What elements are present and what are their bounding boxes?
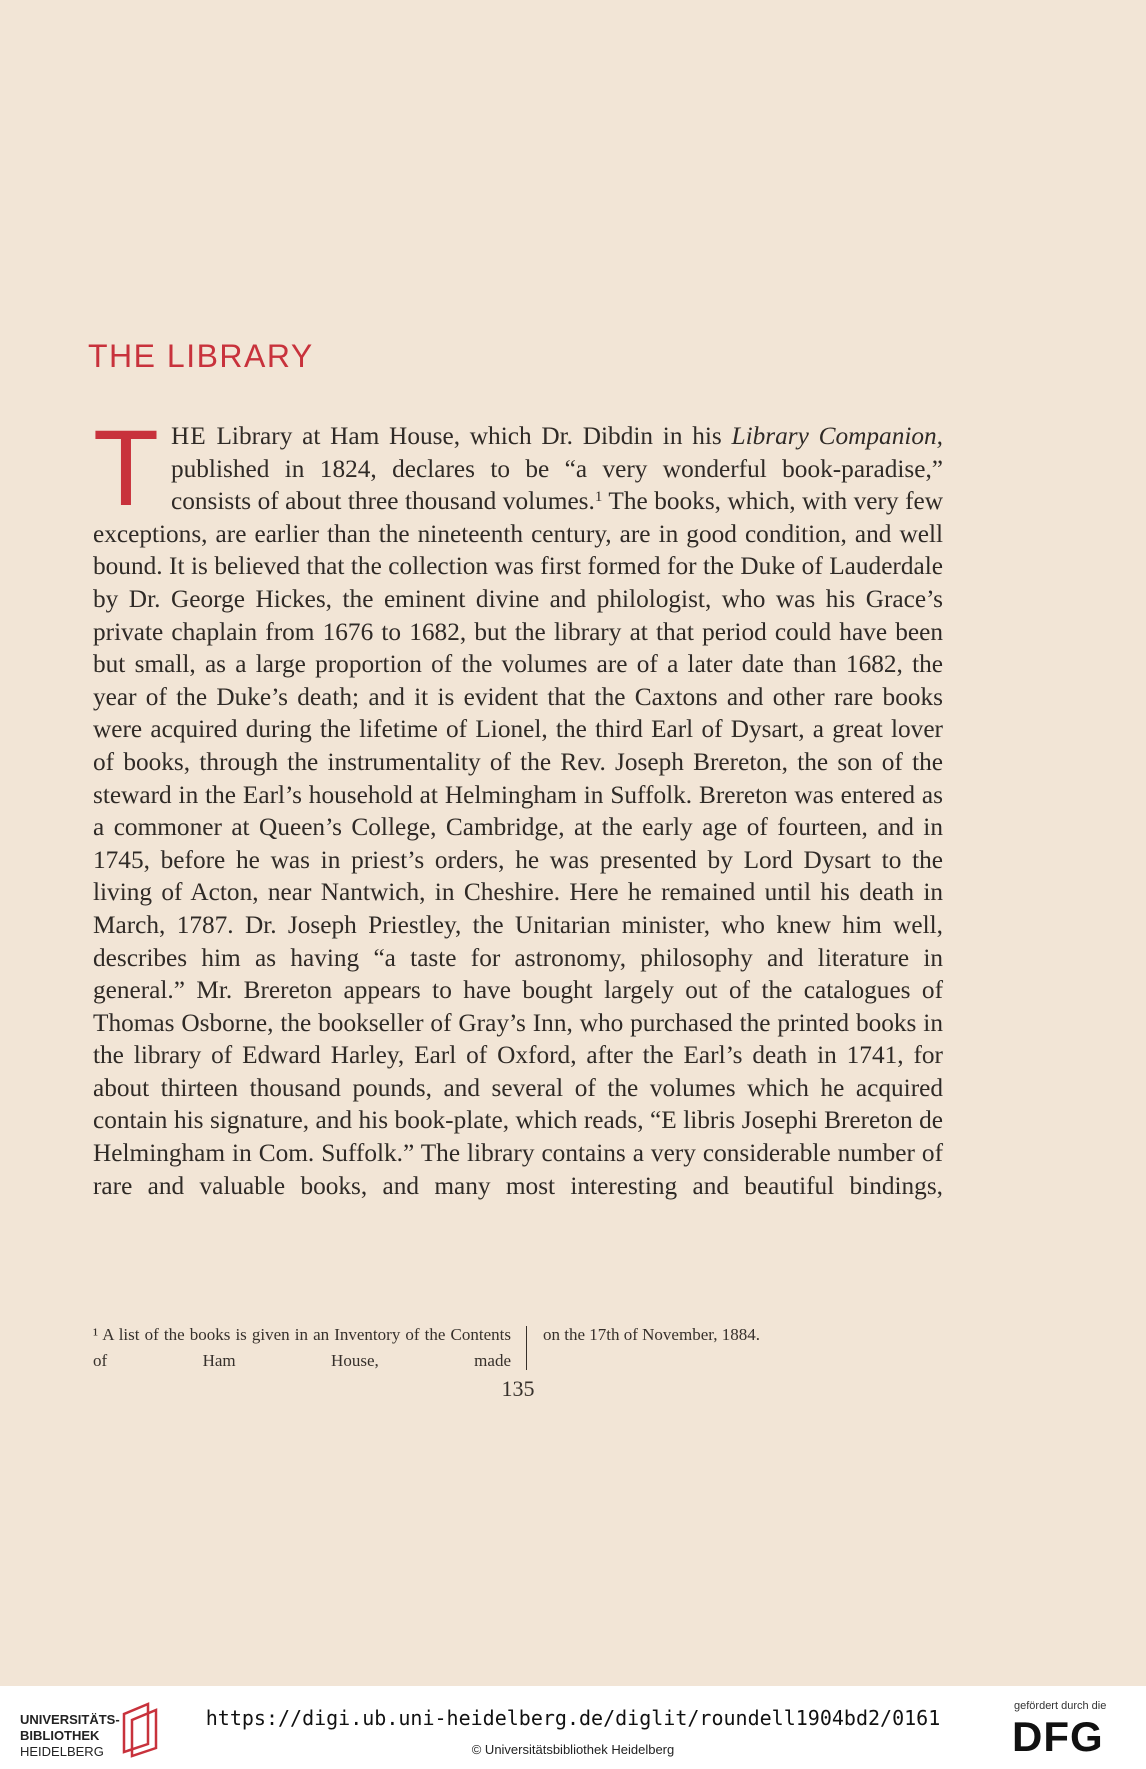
body-run: The books, which, with very few exceptions, are earlier than the nineteenth century, are in good condition, and well bound. It is believed that the collection was first formed for the Duke of Lauderdale by Dr. George Hickes, the eminent divine and philologist, who was his Grace’s private chaplain from 1676 to 1682, but the library at that period could have been but small, as a large proportion of the volumes are of a later date than 1682, the year of the Duke’s death; and it is evident that the Caxtons and other rare books were acquired during the lifetime of Lionel, the third Earl of Dysart, a great lover of books, through the instrumentality of the Rev. Joseph Brereton, the son of the steward in the Earl’s household at Helmingham in Suffolk. Brereton was entered as a commoner at Queen’s College, Cambridge, at the early age of fourteen, and in 1745, before he was in priest’s orders, he was presented by Lord Dysart to the living of Acton, near Nantwich, in Cheshire. Here he remained until his death in March, 1787. Dr. Joseph Priestley, the Unitarian minister, who knew him well, describes him as having “a taste for astronomy, philosophy and literature in general.” Mr. Brereton appears to have bought largely out of the catalogues of Thomas Osborne, the bookseller of Gray’s Inn, who purchased the printed books in the library of Edward Harley, Earl of Oxford, after the Earl’s death in 1741, for about thirteen thousand pounds, and several of the volumes which he acquired contain his signature, and his book-plate, which reads, “E libris Josephi Brereton de Helmingham in Com. Suffolk.” The library contains a very considerable number of rare and valuable books, and many most interesting and beautiful bindings, <box>93 487 943 1200</box>
permalink-url[interactable]: https://digi.ub.uni-heidelberg.de/diglit/roundell1904bd2/0161 <box>205 1706 941 1730</box>
drop-cap: T <box>93 407 159 528</box>
running-title: THE LIBRARY <box>88 338 314 374</box>
library-name-line2: BIBLIOTHEK <box>20 1728 100 1743</box>
viewer-footer <box>0 1686 1146 1769</box>
library-name-line1: UNIVERSITÄTS- <box>20 1712 120 1727</box>
funder-caption: gefördert durch die <box>1014 1700 1107 1712</box>
footnote-divider <box>526 1326 527 1370</box>
small-caps-run: HE <box>170 422 207 450</box>
body-paragraph <box>93 407 943 1202</box>
body-run: published in 1824, declares to be “a very wonderful book-paradise,” consists of about three thousand volumes. <box>170 454 943 516</box>
page-number: 135 <box>501 1376 535 1401</box>
copyright-notice: © Universitätsbibliothek Heidelberg <box>471 1742 675 1757</box>
footnote-column-1: ¹ A list of the books is given in an Inventory of the Contents of Ham House, made <box>93 1325 511 1370</box>
body-text <box>93 407 943 1202</box>
dfg-logo[interactable]: DFG <box>1012 1713 1104 1760</box>
body-run: Library at Ham House, which Dr. Dibdin in his <box>206 422 732 450</box>
footnote-column-2: on the 17th of November, 1884. <box>543 1325 760 1344</box>
italic-title: Library Companion, <box>731 422 943 450</box>
footnote-marker: 1 <box>594 489 603 506</box>
library-name-line3: HEIDELBERG <box>20 1744 104 1759</box>
